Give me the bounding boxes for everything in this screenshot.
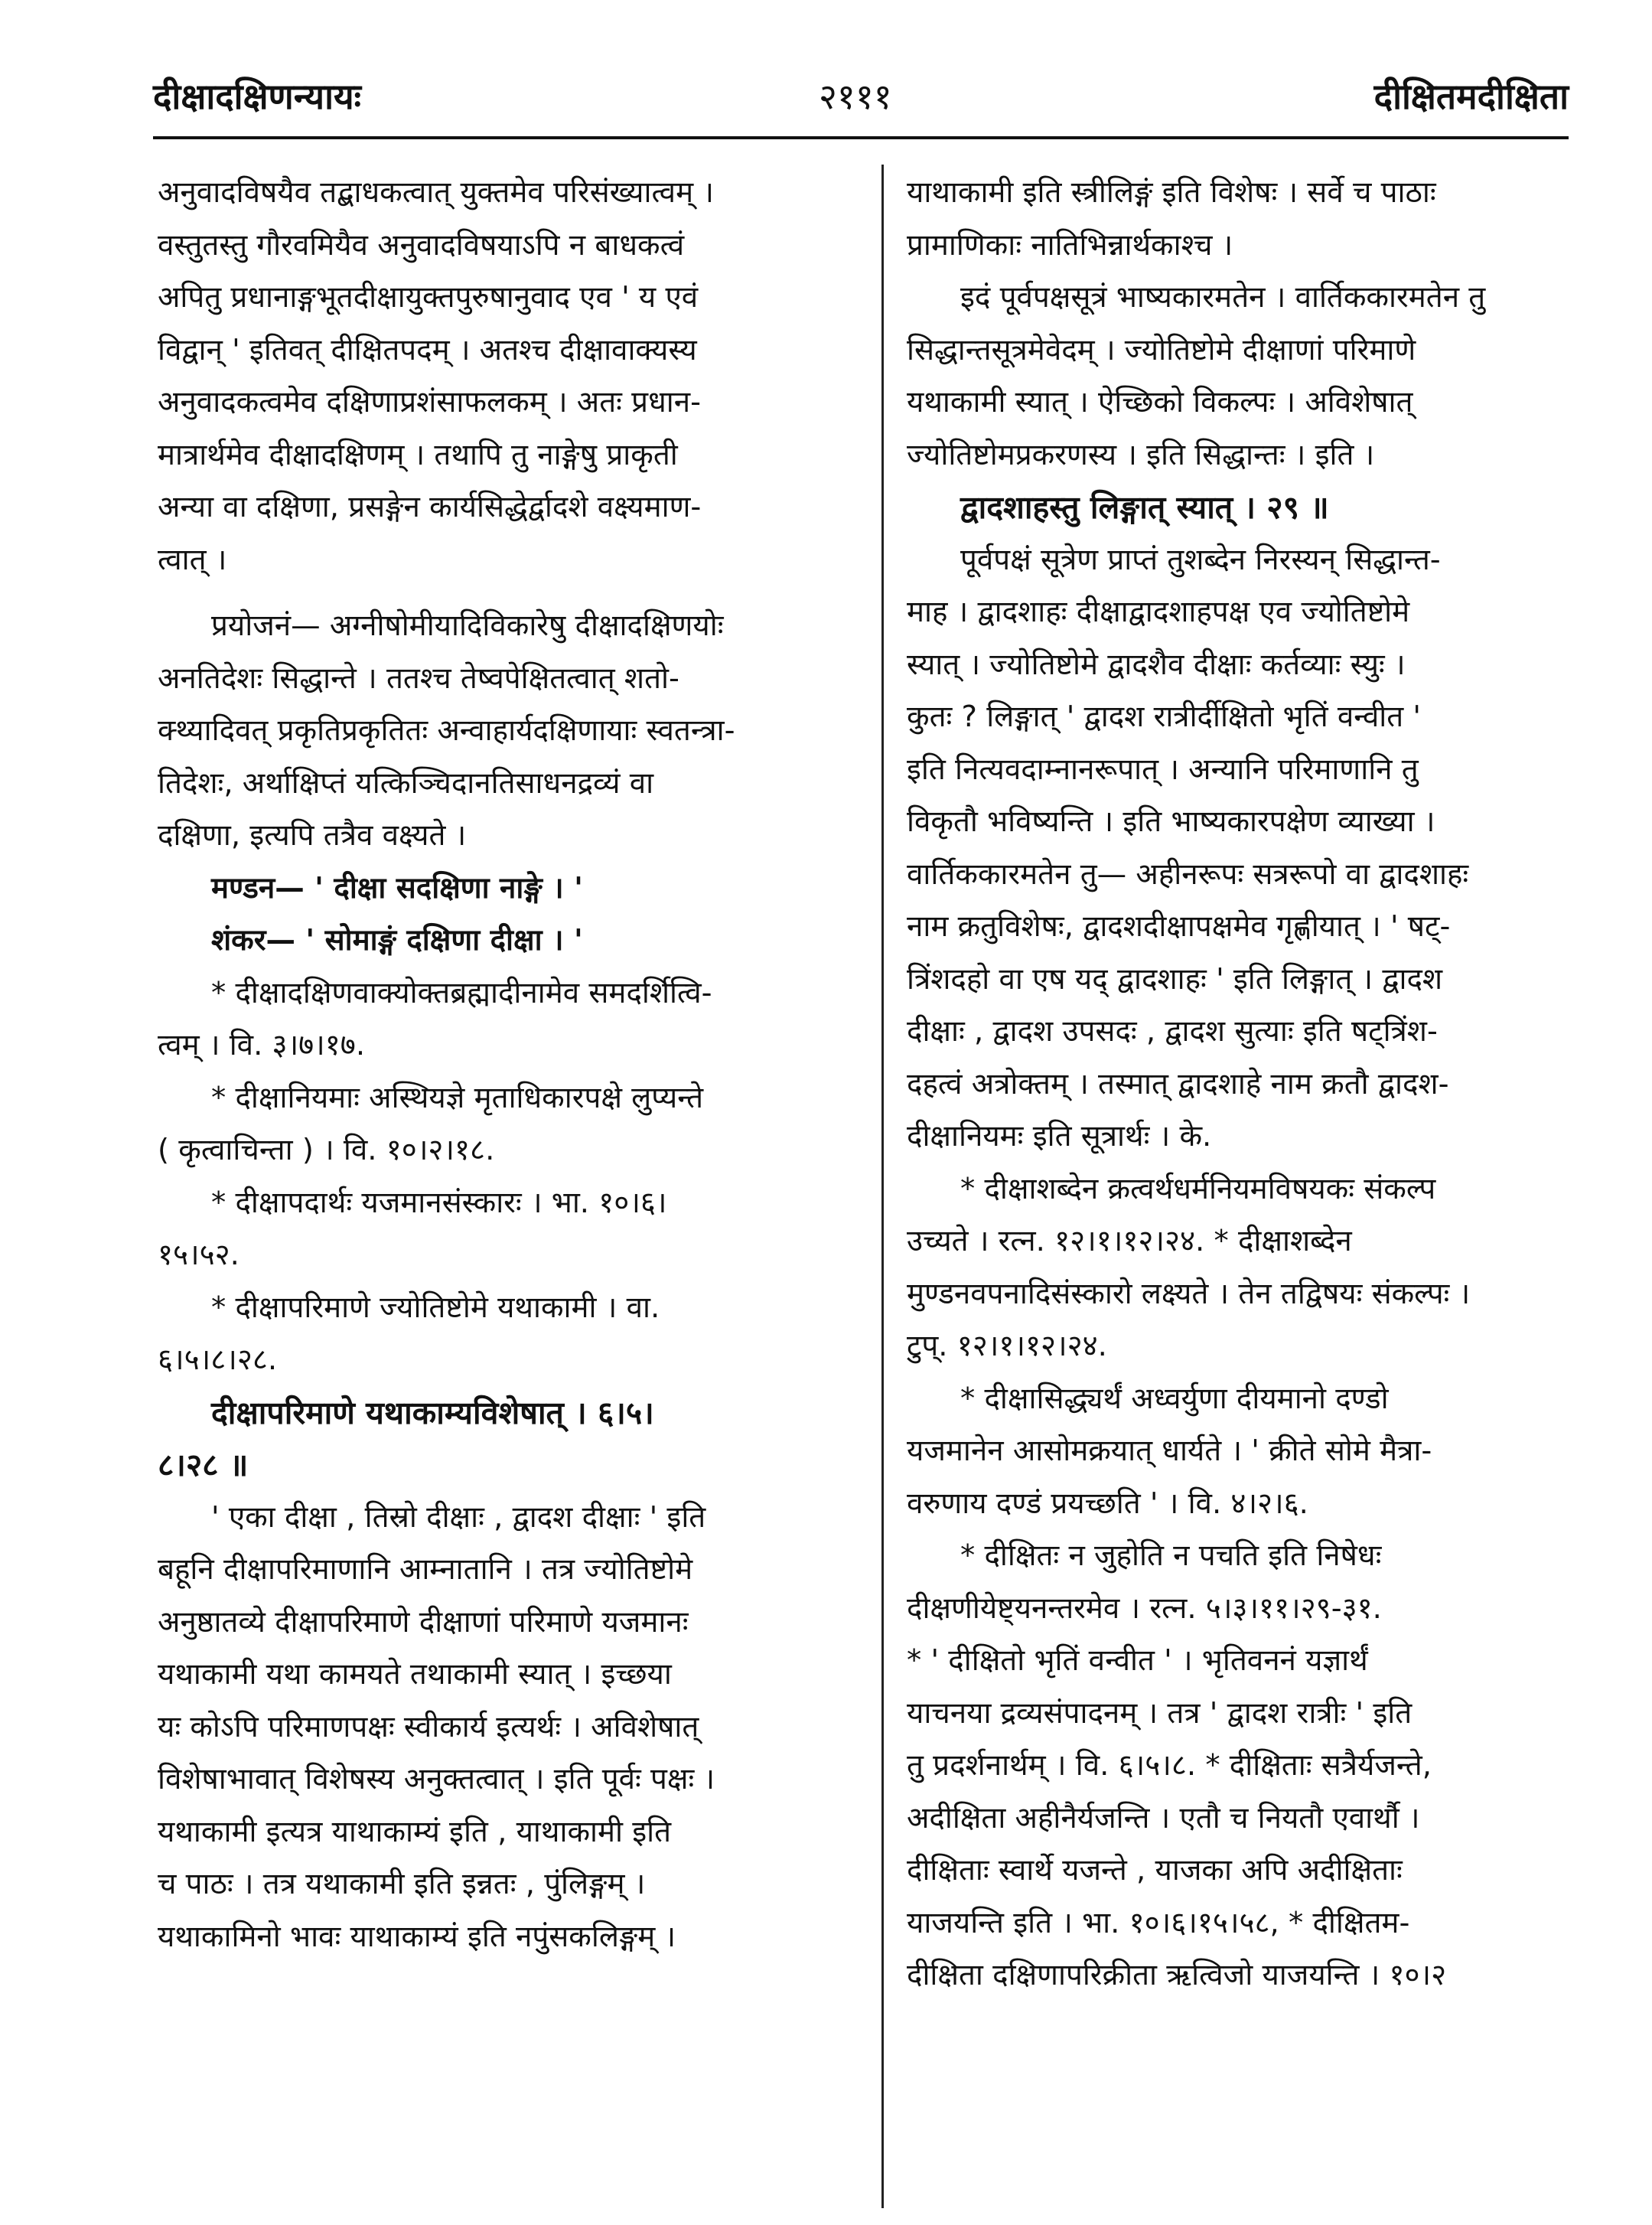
entry-line: * दीक्षानियमाः अस्थियज्ञे मृताधिकारपक्षे लुप्यन्ते	[211, 1080, 704, 1115]
text-line: उच्यते । रत्न. १२।१।१२।२४. * दीक्षाशब्देन	[907, 1224, 1352, 1258]
text-line: अदीक्षिता अहीनैर्यजन्ति । एतौ च नियतौ एवार्थौ ।	[907, 1800, 1420, 1835]
text-line: विकृतौ भविष्यन्ति । इति भाष्यकारपक्षेण व्याख्या ।	[907, 804, 1435, 839]
text-line: अनुवादकत्वमेव दक्षिणाप्रशंसाफलकम् । अतः प्रधान-	[158, 385, 701, 419]
entry-line: * दीक्षापरिमाणे ज्योतिष्टोमे यथाकामी । वा.	[211, 1290, 660, 1325]
text-line: अनतिदेशः सिद्धान्ते । ततश्च तेष्वपेक्षितत्वात् शतो-	[158, 661, 679, 696]
text-line: याजयन्ति इति । भा. १०।६।१५।५८, * दीक्षितम-	[907, 1905, 1410, 1940]
sutra-heading: द्वादशाहस्तु लिङ्गात् स्यात् । २९ ॥	[960, 489, 1329, 526]
entry-line: * दीक्षापदार्थः यजमानसंस्कारः । भा. १०।६।	[211, 1185, 667, 1220]
text-line: पूर्वपक्षं सूत्रेण प्राप्तं तुशब्देन निरस्यन् सिद्धान्त-	[960, 542, 1441, 577]
entry-line: * दीक्षादक्षिणवाक्योक्तब्रह्मादीनामेव समदर्शित्वि-	[211, 975, 712, 1010]
text-line: ' एका दीक्षा , तिस्रो दीक्षाः , द्वादश दीक्षाः ' इति	[211, 1499, 706, 1535]
text-line: मात्रार्थमेव दीक्षादक्षिणम् । तथापि तु नाङ्गेषु प्राकृती	[158, 437, 678, 472]
text-line: दीक्षाः , द्वादश उपसदः , द्वादश सुत्याः इति षट्त्रिंश-	[907, 1014, 1438, 1049]
text-line: यथाकामी स्यात् । ऐच्छिको विकल्पः । अविशेषात्	[907, 385, 1413, 419]
text-line: यथाकामी इत्यत्र याथाकाम्यं इति , याथाकामी इति	[158, 1814, 672, 1849]
text-line: दीक्षिता दक्षिणापरिक्रीता ऋत्विजो याजयन्ति । १०।२	[907, 1958, 1447, 1992]
text-line: विशेषाभावात् विशेषस्य अनुक्तत्वात् । इति पूर्वः पक्षः ।	[158, 1762, 715, 1796]
shankara-line: शंकर— ' सोमाङ्गं दक्षिणा दीक्षा । '	[211, 923, 583, 958]
text-line: दीक्षणीयेष्ट्यनन्तरमेव । रत्न. ५।३।११।२९-३१.	[907, 1590, 1382, 1626]
text-line: टुप्. १२।१।१२।२४.	[907, 1329, 1107, 1363]
text-line: यः कोऽपि परिमाणपक्षः स्वीकार्य इत्यर्थः । अविशेषात्	[158, 1709, 699, 1744]
text-line: दहत्वं अत्रोक्तम् । तस्मात् द्वादशाहे नाम क्रतौ द्वादश-	[907, 1066, 1449, 1101]
text-line: ज्योतिष्टोमप्रकरणस्य । इति सिद्धान्तः । इति ।	[907, 437, 1375, 472]
right-column	[907, 167, 1580, 2002]
entry-line: * दीक्षितः न जुहोति न पचति इति निषेधः	[960, 1538, 1382, 1573]
text-line: त्वात् ।	[158, 542, 227, 577]
text-line: त्वम् । वि. ३।७।१७.	[158, 1028, 366, 1062]
text-line: स्यात् । ज्योतिष्टोमे द्वादशैव दीक्षाः कर्तव्याः स्युः ।	[907, 647, 1406, 682]
prayojana-heading: प्रयोजनं— अग्नीषोमीयादिविकारेषु दीक्षादक्षिणयोः	[211, 608, 724, 643]
text-line: अपितु प्रधानाङ्गभूतदीक्षायुक्तपुरुषानुवाद एव ' य एवं	[158, 280, 699, 315]
text-line: दीक्षानियमः इति सूत्रार्थः । के.	[907, 1119, 1212, 1153]
header-left-title: दीक्षादक्षिणन्यायः	[153, 76, 361, 117]
text-line: विद्वान् ' इतिवत् दीक्षितपदम् । अतश्च दीक्षावाक्यस्य	[158, 332, 697, 367]
sutra-heading: दीक्षापरिमाणे यथाकाम्यविशेषात् । ६।५।	[211, 1394, 654, 1431]
page-number: २१११	[819, 76, 892, 117]
text-line: याथाकामी इति स्त्रीलिङ्गं इति विशेषः । सर्वे च पाठाः	[907, 175, 1436, 210]
entry-line: * दीक्षाशब्देन क्रत्वर्थधर्मनियमविषयकः संकल्प	[960, 1171, 1436, 1206]
text-line: अनुवादविषयैव तद्बाधकत्वात् युक्तमेव परिसंख्यात्वम् ।	[158, 175, 714, 210]
text-line: वरुणाय दण्डं प्रयच्छति ' । वि. ४।२।६.	[907, 1486, 1308, 1521]
text-line: १५।५२.	[158, 1238, 239, 1272]
text-line: माह । द्वादशाहः दीक्षाद्वादशाहपक्ष एव ज्योतिष्टोमे	[907, 595, 1410, 629]
text-line: तिदेशः, अर्थाक्षिप्तं यत्किञ्चिदानतिसाधनद्रव्यं वा	[158, 765, 654, 801]
text-line: यजमानेन आसोमक्रयात् धार्यते । ' क्रीते सोमे मैत्रा-	[907, 1434, 1432, 1468]
text-line: तु प्रदर्शनार्थम् । वि. ६।५।८. * दीक्षिताः सत्रैर्यजन्ते,	[907, 1748, 1432, 1783]
text-line: दीक्षिताः स्वार्थे यजन्ते , याजका अपि अदीक्षिताः	[907, 1853, 1403, 1887]
header-rule	[153, 136, 1569, 139]
text-line: वार्तिककारमतेन तु— अहीनरूपः सत्ररूपो वा द्वादशाहः	[907, 856, 1469, 892]
text-line: सिद्धान्तसूत्रमेवेदम् । ज्योतिष्टोमे दीक्षाणां परिमाणे	[907, 332, 1416, 367]
text-line: मुण्डनवपनादिसंस्कारो लक्ष्यते । तेन तद्विषयः संकल्पः ।	[907, 1276, 1471, 1311]
text-line: नाम क्रतुविशेषः, द्वादशदीक्षापक्षमेव गृह्णीयात् । ' षट्-	[907, 909, 1451, 944]
text-line: ६।५।८।२८.	[158, 1343, 278, 1377]
text-line: वस्तुतस्तु गौरवमियैव अनुवादविषयाऽपि न बाधकत्वं	[158, 227, 685, 263]
text-line: याचनया द्रव्यसंपादनम् । तत्र ' द्वादश रात्रीः ' इति	[907, 1695, 1413, 1731]
text-line: इदं पूर्वपक्षसूत्रं भाष्यकारमतेन । वार्तिककारमतेन तु	[960, 280, 1486, 315]
sutra-number: ८।२८ ॥	[158, 1447, 249, 1483]
text-line: यथाकामिनो भावः याथाकाम्यं इति नपुंसकलिङ्गम् ।	[158, 1919, 676, 1954]
mandana-line: मण्डन— ' दीक्षा सदक्षिणा नाङ्गे । '	[211, 870, 583, 905]
text-line: बहूनि दीक्षापरिमाणानि आम्नातानि । तत्र ज्योतिष्टोमे	[158, 1552, 693, 1587]
text-line: ( कृत्वाचिन्ता ) । वि. १०।२।१८.	[158, 1133, 495, 1167]
column-divider	[881, 165, 884, 2208]
text-line: दक्षिणा, इत्यपि तत्रैव वक्ष्यते ।	[158, 818, 467, 853]
text-line: अन्या वा दक्षिणा, प्रसङ्गेन कार्यसिद्धेर्द्वादशे वक्ष्यमाण-	[158, 490, 702, 524]
text-line: त्रिंशदहो वा एष यद् द्वादशाहः ' इति लिङ्गात् । द्वादश	[907, 961, 1443, 997]
entry-line: * ' दीक्षितो भृतिं वन्वीत ' । भृतिवननं यज्ञार्थं	[907, 1643, 1368, 1678]
text-line: कुतः ? लिङ्गात् ' द्वादश रात्रीर्दीक्षितो भृतिं वन्वीत '	[907, 700, 1421, 734]
text-line: इति नित्यवदाम्नानरूपात् । अन्यानि परिमाणानि तु	[907, 752, 1419, 787]
text-line: यथाकामी यथा कामयते तथाकामी स्यात् । इच्छया	[158, 1657, 672, 1692]
header-right-title: दीक्षितमदीक्षिता	[1373, 76, 1569, 117]
text-line: अनुष्ठातव्ये दीक्षापरिमाणे दीक्षाणां परिमाणे यजमानः	[158, 1604, 689, 1639]
left-column	[158, 167, 873, 1963]
page-header	[153, 67, 1569, 129]
text-line: च पाठः । तत्र यथाकामी इति इन्नतः , पुंलिङ्गम् ।	[158, 1867, 646, 1901]
entry-line: * दीक्षासिद्ध्यर्थं अध्वर्युणा दीयमानो दण्डो	[960, 1381, 1389, 1416]
text-line: प्रामाणिकाः नातिभिन्नार्थकाश्च ।	[907, 227, 1233, 263]
text-line: क्थ्यादिवत् प्रकृतिप्रकृतितः अन्वाहार्यदक्षिणायाः स्वतन्त्रा-	[158, 713, 735, 748]
